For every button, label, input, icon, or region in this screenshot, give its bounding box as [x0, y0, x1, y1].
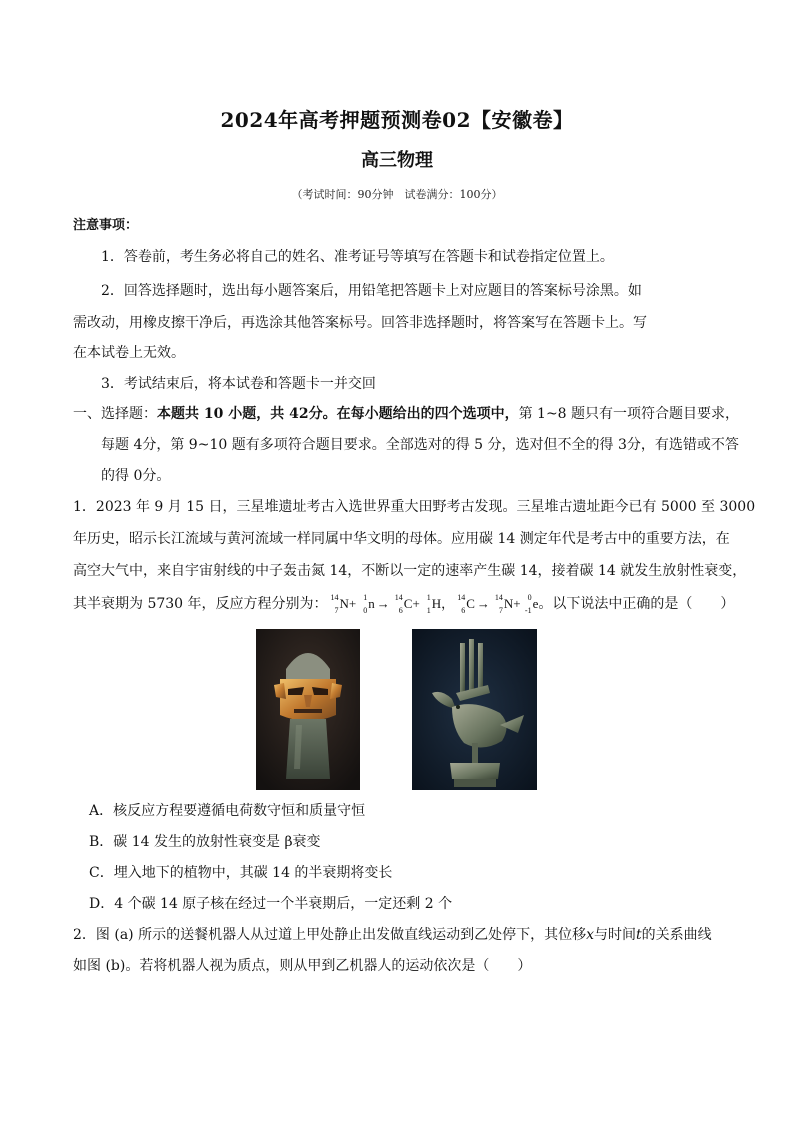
question-2-line-2: 如图 (b)。若将机器人视为质点，则从甲到乙机器人的运动依次是（ ） [73, 958, 532, 974]
bronze-bird-icon [412, 629, 537, 790]
notice-item-2-line-1: 2．回答选择题时，选出每小题答案后，用铅笔把答题卡上对应题目的答案标号涂黑。如 [101, 283, 642, 299]
notice-item-1: 1．答卷前，考生务必将自己的姓名、准考证号等填写在答题卡和试卷指定位置上。 [101, 249, 614, 265]
notice-item-2-line-2: 需改动，用橡皮擦干净后，再选涂其他答案标号。回答非选择题时，将答案写在答题卡上。写 [73, 315, 647, 331]
section-1-line-3: 的得 0分。 [101, 468, 171, 484]
notice-heading: 注意事项： [73, 218, 139, 233]
isotope-neutron: 1 0 [363, 593, 368, 616]
isotope-n14-a: 14 7 [330, 593, 339, 616]
arrow-icon: → [376, 596, 390, 611]
notice-item-3: 3．考试结束后，将本试卷和答题卡一并交回 [101, 376, 376, 392]
option-a: A．核反应方程要遵循电荷数守恒和质量守恒 [89, 803, 366, 819]
reaction-equation: 14 7 N+ 1 0 n → 14 6 C+ 1 1 H， 14 6 C → 14 7 N+ 0 -1 e [328, 596, 539, 611]
page-title: 2024年高考押题预测卷02【安徽卷】 [220, 108, 574, 132]
bronze-mask-photo [256, 629, 360, 790]
question-1-line-1: 1．2023 年 9 月 15 日，三星堆遗址考古入选世界重大田野考古发现。三星堆古遗址距今已有 5000 至 3000 [73, 499, 756, 515]
variable-t: t [635, 927, 642, 943]
arrow-icon: → [476, 596, 490, 611]
question-1-line-2: 年历史，昭示长江流域与黄河流域一样同属中华文明的母体。应用碳 14 测定年代是考古中的重要方法，在 [73, 531, 730, 547]
question-1-line-4-suffix: 。以下说法中正确的是（ ） [538, 596, 735, 612]
isotope-h1: 1 1 [426, 593, 431, 616]
question-1-line-3: 高空大气中，来自宇宙射线的中子轰击氮 14，不断以一定的速率产生碳 14，接着碳 14 就发生放射性衰变， [73, 563, 747, 579]
question-1-line-4 [73, 594, 734, 614]
bronze-mask-icon [256, 629, 360, 790]
section-1-line-1 [73, 404, 739, 424]
bronze-bird-photo [412, 629, 537, 790]
option-b: B．碳 14 发生的放射性衰变是 β衰变 [89, 834, 321, 850]
option-c: C．埋入地下的植物中，其碳 14 的半衰期将变长 [89, 865, 393, 881]
question-1-line-4-prefix: 其半衰期为 5730 年，反应方程分别为： [73, 596, 328, 612]
notice-item-2-line-3: 在本试卷上无效。 [73, 345, 185, 361]
variable-x: x [586, 927, 594, 943]
section-1-label: 一、选择题： [73, 406, 157, 422]
isotope-c14-b: 14 6 [457, 593, 466, 616]
isotope-electron: 0 -1 [524, 593, 532, 616]
section-1-rest: 第 1~8 题只有一项符合题目要求， [518, 406, 740, 422]
section-1-line-2: 每题 4分，第 9~10 题有多项符合题目要求。全部选对的得 5 分，选对但不全的得 3分，有选错或不答 [101, 437, 739, 453]
isotope-c14-a: 14 6 [394, 593, 403, 616]
question-2-line-1: 2．图 (a) 所示的送餐机器人从过道上甲处静止出发做直线运动到乙处停下，其位移x与时间t的关系曲线 [73, 927, 712, 943]
exam-info: （考试时间：90分钟 试卷满分：100分） [291, 188, 503, 201]
option-d: D．4 个碳 14 原子核在经过一个半衰期后，一定还剩 2 个 [89, 896, 453, 912]
page-subtitle: 高三物理 [361, 150, 433, 171]
section-1-bold-text: 本题共 10 小题，共 42分。在每小题给出的四个选项中， [157, 406, 519, 422]
isotope-n14-b: 14 7 [494, 593, 503, 616]
